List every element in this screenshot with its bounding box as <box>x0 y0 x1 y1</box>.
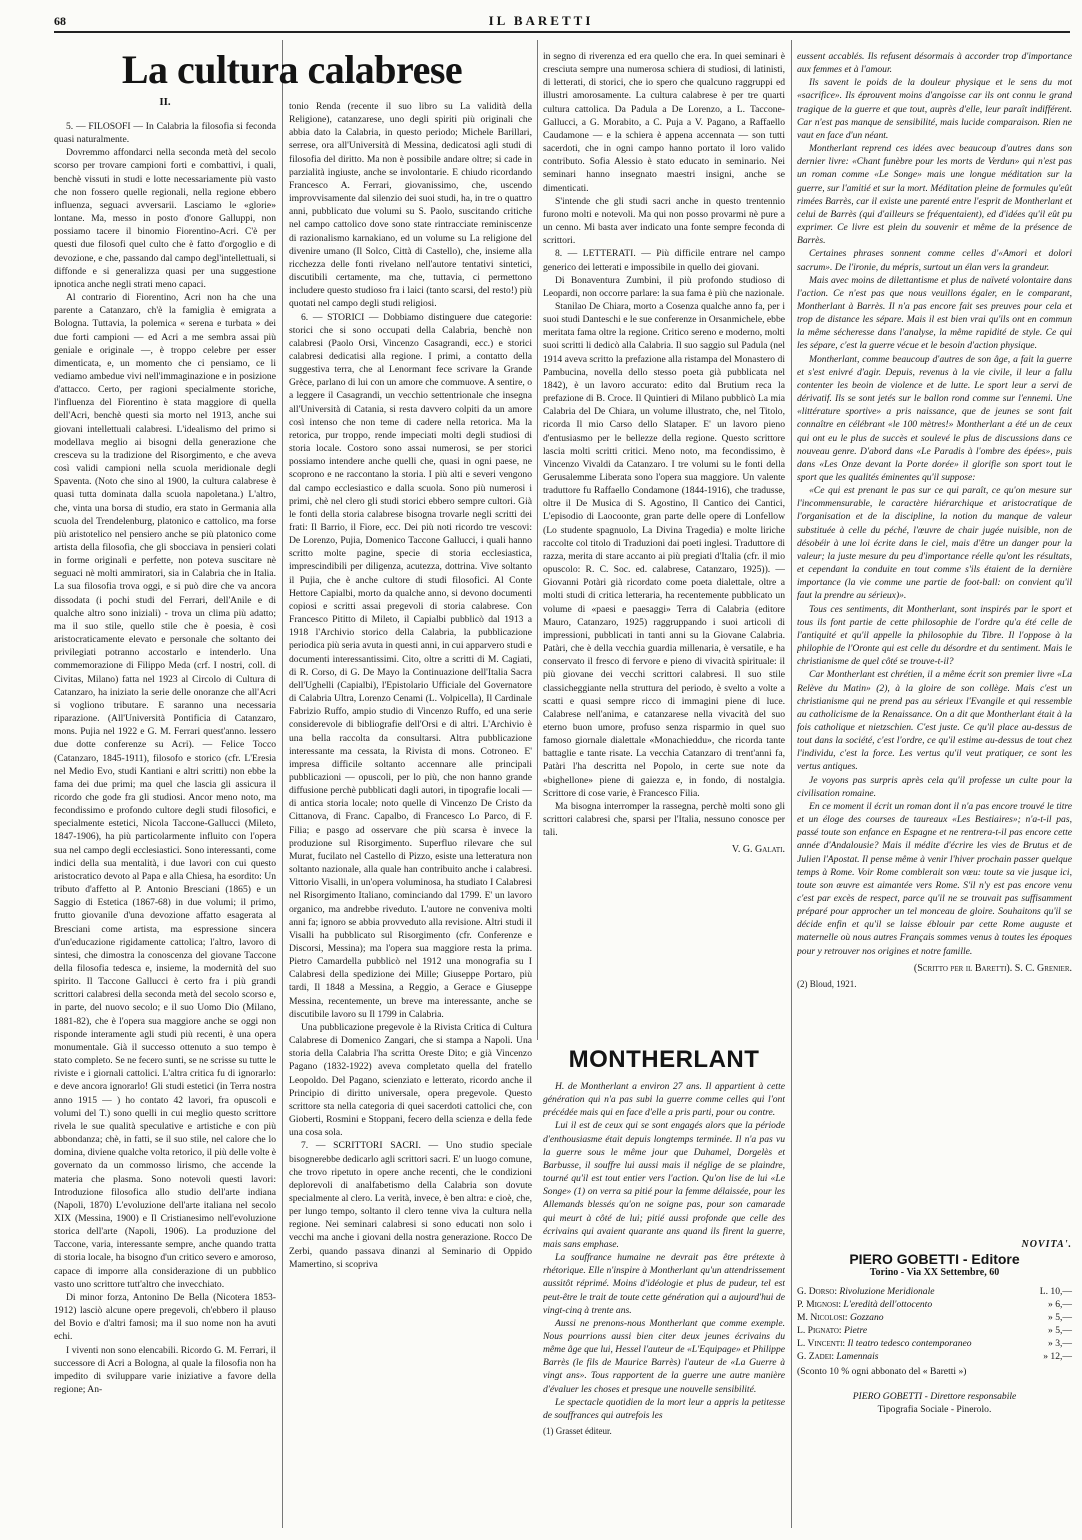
book-title: Pietre <box>844 1325 868 1336</box>
book-author: G. Dorso <box>797 1286 835 1297</box>
paragraph: Aussi ne prenons-nous Montherlant que comme exemple. Nous pourrions aussi bien citer deux jeunes écrivains du même âge que lui, Hessel l'auteur de «L'Equipage» et Philippe Barrès (le fils de Maurice Barrès) l'auteur de «La Guerre à vingt ans». Tous rapportent de la guerre une autre manière d'évaluer les choses et presque une nouvelle sensibilité. <box>543 1317 785 1395</box>
discount-note: (Sconto 10 % ogni abbonato del « Baretti ») <box>797 1366 967 1377</box>
book-price: » 5,— <box>1048 1312 1072 1323</box>
montherlant-column-2 <box>797 50 1072 1230</box>
paragraph: Di Bonaventura Zumbini, il più profondo studioso di Leopardi, non occorre parlare: la sua fama è più che nazionale. <box>543 274 785 299</box>
book-price: » 6,— <box>1048 1299 1072 1310</box>
paragraph: in segno di riverenza ed era quello che era. In quei seminari è cresciuta sempre una numerosa schiera di studiosi, di latinisti, di letterati, di storici, che io spero che qualcuno raggruppi ed illustri amorosamente. La cultura calabrese è per tre quarti cultura cattolica. Da Padula a De Lorenzo, a L. Taccone-Gallucci, a G. Morabito, a C. Puja a V. Pagano, a Raffaello Caudamone — e la schiera è appena accennata — son tutti sacerdoti, che in ogni campo hanno portato il loro valido contributo. Sofia Alessio è stato educato in seminario. Nei seminari hanno insegnato maestri insigni, anche se dimenticati. <box>543 51 785 194</box>
paragraph: eussent accablés. Ils refusent désormais à accorder trop d'importance aux femmes et à l'amour. <box>797 51 1072 76</box>
article-column-1 <box>54 120 276 1530</box>
paragraph: Certaines phrases sonnent comme celles d'«Amori et dolori sacrum». De l'ironie, du mépris, surtout un élan vers la grandeur. <box>797 248 1072 273</box>
book-author: L. Vincenti <box>797 1338 843 1349</box>
paragraph: 7. — SCRITTORI SACRI. — Uno studio speciale bisognerebbe dedicarlo agli scrittori sacri. E' un luogo comune, che trovo ripetuto in opere anche recenti, che le condizioni deplorevoli di analfabetismo della Calabria son dovute specialmente al clero. La verità, invece, è ben altra: e cioè, che, per lungo tempo, soltanto il clero tenne viva la cultura nella regione. Nei seminari calabresi si sono educati non solo i vecchi ma anche i giovani della nostra generazione. Rocco De Zerbi, quando passava dinanzi al Seminario di Oppido Mamertino, si scopriva <box>289 1140 532 1270</box>
column-rule <box>791 40 792 1528</box>
novita-label: NOVITA'. <box>1021 1239 1072 1250</box>
publisher-name: PIERO GOBETTI - Editore <box>849 1251 1020 1267</box>
book-price: L. 10,— <box>1039 1286 1072 1297</box>
book-list <box>797 1285 1072 1363</box>
book-title: Il teatro tedesco contemporaneo <box>847 1338 972 1349</box>
montherlant-column-1 <box>543 1080 785 1530</box>
book-author: L. Pignato <box>797 1325 839 1336</box>
paragraph: Una pubblicazione pregevole è la Rivista Critica di Cultura Calabrese di Domenico Zangari, che si stampa a Napoli. Una storia della Calabria l'ha scritta Oreste Dito; e già Vincenzo Pagano (1832-1922) aveva completato quella del fratello Leopoldo. Del Pagano, scienziato e letterato, ricordo anche il Principio di diritto universale, opera pregevole. Questo scrittore sta nella categoria di quei sacerdoti cattolici che, con Gioberti, Rosmini e Stoppani, fecero della scienza e della fede una cosa sola. <box>289 1021 532 1139</box>
article-signature: V. G. Galati. <box>731 844 785 856</box>
column-rule <box>537 40 538 1040</box>
paragraph: Lui il est de ceux qui se sont engagés alors que la période d'enthousiasme était depuis longtemps terminée. Il n'a pas vu la guerre sous le même jour que Duhamel, Dorgelès et Barbusse, il souffre lui aussi mais il néglige de se plaindre, tourné qu'il est tout entier vers l'action. Qu'on lise de lui «Le Songe» (1) on verra sa pitié pour la femme délaissée, pour les Allemands blessés qu'on ne soigne pas, pour son camarade qui meurt à côté de lui; pitié aussi profonde que celle des écrivains qui avaient quarante ans quand ils firent la guerre, mais sans emphase. <box>543 1120 785 1250</box>
book-title: Rivoluzione Meridionale <box>839 1286 935 1297</box>
footnote: (2) Bloud, 1921. <box>797 978 857 989</box>
paragraph: Al contrario di Fiorentino, Acri non ha che una parente a Catanzaro, ch'è la famiglia è emigrata a Bologna. Tuttavia, la polemica « serena e turbata » dei due forti campioni — ed Acri a me sembra assai più geniale e originale —, è troppo celebre per esser dimenticata, e, un momento che ci pensiamo, ce li vediamo ambedue vivi nell'immaginazione e in posizione d'attacco. Certo, per ragioni specialmente storiche, l'influenza del Fiorentino è stata maggiore di quella dell'Acri, benchè questi sia morto nel 1913, anche sui giovani intellettuali calabresi. L'idealismo del primo si modellava meglio ai bisogni della generazione che cresceva su la tradizione del Risorgimento, e che aveva così validi campioni nella scuola meridionale degli Spaventa. (Noto che sino al 1900, la cultura calabrese è quasi tutta dominata dalla scuola napoletana.) L'altro, che, vinta una borsa di studio, era stato in Germania alla scuola del Trendelenburg, platonico e cattolico, ma forse più aristotelico nel pensiero anche se più platonico come artista della filosofia, che gli sbocciava in pensieri colati in forme originali e perfette, non poteva suscitare nè seguaci nè molti ammiratori, sia in Calabria che in Italia. La sua filosofia trova oggi, e si può dire che va ancora dissodata (i pochi studi del Ferrari, dell'Anile e di qualche altro sono iniziali) - trova un clima più adatto; ma il suo stile, quello stile che è poesia, è così aristocraticamente elevato e personale che soltanto dei privilegiati potranno accostarlo e intenderlo. Una commemorazione di Filippo Meda (crf. I nostri, coll. di Civitas, Milano) fatta nel 1923 al Circolo di Cultura di Catanzaro, ha iniziato la serie delle onoranze che all'Acri si vogliono tributare. E saranno una necessaria riparazione. (All'Università Pontificia di Catanzaro, mons. Pujia nel 1922 e G. M. Ferrari quest'anno. lessero due dotte conferenze su Acri). — Felice Tocco (Catanzaro, 1845-1911), filosofo e storico (cfr. L'Eresia nel Medio Evo, studi Kantiani e altri scritti) non ebbe la fama dei due primi; ma quel che lascia gli assicura il ricordo che gode fra gli studiosi. Ancor meno noto, ma fecondissimo e profondo cultore degli studi filosofici, e specialmente estetici, Nicola Taccone-Gallucci (Mileto, 1847-1906), ha più particolarmente influito con l'opera sua nel campo degli ecclesiastici. Sono interessanti, come indici della sua mentalità, i due lavori con cui questo aristocratico devoto al Papa e alla Chiesa, ha esordito: Un tributo d'affetto al P. Antonio Bresciani (1865) e un Saggio di Estetica (1867-68) in due volumi; il primo, frutto giovanile d'una devozione affatto esagerata al Bresciani come artista, ma espressione sincera d'un'educazione rigidamente cattolica; l'altro, lavoro di sintesi, che dimostra la conoscenza del giovane Taccone della filosofia tedesca e, insieme, la modernità del suo spirito. Il Taccone Gallucci è certo fra i più grandi scrittori calabresi della seconda metà del secolo scorso e, in parte, del nuovo secolo; e il suo Uomo Dio (Milano, 1881-82), che è l'opera sua maggiore anche se oggi non risponde interamente agli studi più recenti, è una opera monumentale. Già il successo ottenuto a suo tempo è stato completo. Se ne fecero sunti, se ne scrisse su tutte le riviste e i giornali cattolici. L'altra critica fu di ignorarlo: e deve ancora ignorarlo! Gli studi estetici (in Terra nostra anno 1915 — ) ho contato 42 lavori, fra opuscoli e volumi del T.) sono quelli in cui meglio questo scrittore rivela le sue qualità speculative e artistiche e con più abbondanza; chè, in fatti, se il suo stile, nel calore che lo domina, diviene qualche volta retorico, il più delle volte è governato da un commosso lirismo, che accende la materia che plasma. Sono notevoli questi lavori: Introduzione filosofica allo studio dell'arte indiana (Napoli, 1870) L'evoluzione dell'arte italiana nel secolo XIX (Messina, 1900) e Il Cristianesimo nell'evoluzione storica dell'arte (Napoli, 1906). La produzione del Taccone, varia, interessante sempre, anche quando tratta di storia locale, ha bisogno d'un critico severo e amoroso, capace di imporre alla considerazione di un pubblico vasto uno scrittore tutt'altro che invecchiato. <box>54 292 276 1290</box>
article-column-2 <box>289 100 532 1530</box>
paragraph: Tous ces sentiments, dit Montherlant, sont inspirés par le sport et tous ils font partie de cette philosophie de l'ordre qu'a été celle de l'antiquité et qu'il appelle la philosophie du Tibre. Il l'oppose à la philophie de l'Oronte qui est celle du désordre et du sentiment. Mais le christianisme de quel côté se trouve-t-il? <box>797 603 1072 668</box>
imprint <box>797 1390 1072 1416</box>
montherlant-title: MONTHERLANT <box>568 1046 760 1073</box>
paragraph: Stanilao De Chiara, morto a Cosenza qualche anno fa, per i suoi studi Danteschi e le sue conferenze in Orsanmichele, ebbe meritata fama oltre la regione. Critico sereno e moderno, molti suoi scritti li dedicò alla Calabria. Il suo saggio sul Padula (nel 1914 aveva scritto la prefazione alla ristampa del Monastero di Pambucina, novella dello stesso poeta già pubblicata nel 1842), è un lavoro accurato: edito dal Brutium reca la prefazione di B. Croce. Il Quintieri di Milano pubblicò La mia Calabria del De Chiara, un volume illustrato, che, nel Titolo, ricorda Il mio Carso dello Slataper. E' un lavoro pieno d'entusiasmo per le bellezze della regione. Questo scrittore lascia molti scritti critici. Meno noto, ma fecondissimo, è Vincenzo Vivaldi da Catanzaro. I tre volumi su le fonti della Gerusalemme Liberata sono l'opera sua maggiore. Un valente traduttore fu Raffaello Condamone (1844-1916), che tradusse, oltre il De Musica di S. Agostino, Il Cantico dei Cantici, L'episodio di Laocoonte, gran parte delle opere di Lonfellow (Lo studente spagnuolo, La Divina Tragedia) e molte liriche raccolte col titolo di Traduzioni dai poeti inglesi. Traduttore di razza, merita di stare accanto ai più pregiati d'Italia (cfr. il mio opuscolo: R. C. Soc. ed. calabrese, Catanzaro, 1925)). — Giovanni Potàri già ricordato come poeta dialettale, oltre a molti studi di critica letteraria, ha recentemente pubblicato un volume di «paesi e paesaggi» Terra di Calabria (editore Mauro, Catanzaro, 1925) raggruppando i suoi articoli di impressioni, pubblicati in tanti anni su la Giovane Calabria. Patàri, che è della vecchia guardia millenaria, è versatile, e ha conservato il fresco di fervore e pieno di vivacità spirituale: il più giovane dei vecchi scrittori calabresi. Il suo stile classicheggiante nella struttura del periodo, è svelto a volte a scatti e quasi sempre ricco di immagini piene di luce. Calabrese nell'anima, e catanzarese nella vivacità del suo eterno buon umore, profuso senza risparmio in quel suo famoso giornale dialettale «Monachieddu», che ricorda tante battaglie e tante risate. La vecchia Catanzaro di trent'anni fa, Patàri l'ha descritta nel Popolo, in certe sue note da «bighellone» piene di gaiezza e, in fondo, di nostalgia. Scrittore di cose varie, è Francesco Filia. <box>543 300 785 799</box>
book-item: M. Nicolosi: Gozzano » 5,— <box>797 1312 1072 1323</box>
paragraph: Ils savent le poids de la douleur physique et le sens du mot «sacrifice». Ils éprouvent moins d'angoisse car ils ont connu le grand tragique de la guerre et que tout, auprès d'elle, leur paraît indifférent. Car n'est pas manque de sensibilité, mais lucide comparaison. Rien ne vaut en face d'un néant. <box>797 77 1072 141</box>
book-title: Gozzano <box>849 1312 884 1323</box>
paragraph: Car Montherlant est chrétien, il a même écrit son premier livre «La Relève du Matin» (2), à la gloire de son collège. Mais c'est un christianisme qui ne prend pas au sérieux l'Evangile et qui ressemble au catholicisme de la Renaissance. On a dit que Montherlant était à la fois catholique et nietzschien. C'est juste. Ce qu'il place au-dessus de tout dans la société, c'est l'ordre, ce qu'il estime au-dessus de tout chez l'individu, c'est la force. Les vertus qu'il veut pratiquer, ce sont les vertus antiques. <box>797 669 1072 773</box>
footnote: (1) Grasset éditeur. <box>543 1426 612 1437</box>
book-item: L. Pignato: Pietre » 5,— <box>797 1325 1072 1336</box>
article-column-3 <box>543 50 785 1035</box>
paragraph: Ma bisogna interromper la rassegna, perchè molti sono gli scrittori calabresi che, sparsi per l'Italia, nessuno conosce per tali. <box>543 800 785 839</box>
paragraph: Di minor forza, Antonino De Bella (Nicotera 1853-1912) lasciò alcune opere pregevoli, ch'ebbero il plauso del Bovio e d'altri famosi; ma il suo nome non ha avuti echi. <box>54 1291 276 1343</box>
paragraph: Je voyons pas surpris après cela qu'il professe un culte pour la civilisation romaine. <box>797 774 1072 799</box>
paragraph: La souffrance humaine ne devrait pas être prétexte à rhétorique. Elle n'inspire à Montherlant qu'un attendrissement aussitôt réprimé. Moins d'idéologie et plus de pudeur, tel est peut-être le trait de toute cette génération qui a aujourd'hui de vingt-cinq à trente ans. <box>543 1252 785 1316</box>
quote-paragraph: «Ce qui est prenant le pas sur ce qui paraît, ce qu'on mesure sur l'incommensurable, le caractère hiérarchique et aristocratique de l'organisation et de la discipline, la notion du manque de valeur substituée à celle du péché, l'œuvre de chair jugée nuisible, non de désobéir à une loi écrite dans le ciel, mais d'être un danger pour la valeur; la juste mesure du peu d'importance réelle qu'ont les résultats, et cependant la conduite en tout comme s'ils étaient de la dernière importance (la vie comme une partie de foot-ball: on convient qu'il faut la prendre au sérieux)». <box>797 485 1072 602</box>
column-rule <box>282 40 283 1528</box>
book-price: » 12,— <box>1043 1351 1072 1362</box>
paragraph: En ce moment il écrit un roman dont il n'a pas encore trouvé le titre et un éloge des courses de taureaux «Les Bestiaires»; n'a-t-il pas, passé toute son enfance en Espagne et ne rentrera-t-il pas encore cette année d'Andalousie? Mais il médite d'écrire les vies de Brutus et de Julien l'Apostat. Il pense même à venir l'hiver prochain passer quelque temps à Rome. Voir Rome comblerait son vœu: toute sa vie jusque ici, toute son œuvre est aimantée vers Rome. S'il n'y est pas encore venu c'est par excès de respect, parce qu'il ne se trouvait pas suffisamment préparé pour approcher un tel monceau de gloire. Souhaitons qu'il se décide enfin et qu'il se laisse éblouir par cette Rome auguste et maternelle où nous autres Français sommes venus à toutes les époques pour y retrouver nos origines et notre famille. <box>797 800 1072 957</box>
paragraph: 6. — STORICI — Dobbiamo distinguere due categorie: storici che si sono occupati della Calabria, benchè non calabresi (Paolo Orsi, Vincenzo Casagrandi, ecc.) e storici calabresi dedicatisi alla regione. I primi, a contatto della suggestiva terra, che al Lenormant fece scrivare la Grande Grèce, parlano di lui con un amore che commuove. A sentire, o a leggere il Casagrandi, un vecchio settentrionale che insegna all'Università di Catania, si resta davvero colpiti da un amore così intenso che non teme di cadere nella retorica. Ma la retorica, pur troppo, rende impeciati molti degli studiosi di storia locale. Costoro sono assai numerosi, se per storici possiamo intendere anche quelli che, quasi in ogni paese, ne scoprono e ne raccontano la storia. I più alti e severi vengono dal campo ecclesiastico e dalla scuola. Sono più numerosi i primi, chè nel clero gli studi storici ebbero sempre cultori. Già le fonti della storia calabrese bisogna trovarle negli scritti dei frati: Il Barrio, il Fiore, ecc. Dei più noti ricordo tre vescovi: De Lorenzo, Pujia, Domenico Taccone Gallucci, i quali hanno scritto molte pagine, specie di storia ecclesiastica, imprescindibili per diligenza, acutezza, dottrina. Vive soltanto il Pujia, che è anche cultore di studi filosofici. Al Conte Hettore Capialbi, morto da qualche anno, si devono documenti copiosi e scritti assai pregevoli di storia calabrese. Con Francesco Pititto di Mileto, il Capialbi pubblicò dal 1913 a 1918 l'Archivio storico della Calabria, la pubblicazione periodica più seria avuta in questi anni, in cui apparvero studi e documenti interessantissimi. Cito, oltre a scritti di M. Cagiati, di R. Corso, di G. De Mayo la Continuazione dell'Italia Sacra dell'Ughelli (Capialbi), l'Epistolario Ufficiale del Governatore di Calabria Ultra, Lorenzo Cenami (L. Volpicella), Il Cardinale Fabrizio Ruffo, ampio studio di Vincenzo Ruffo, ed una serie considerevole di bibliografie dell'Orsi e di altri. L'Archivio è una bella raccolta da consultarsi. Altra pubblicazione interessante ma cessata, la Rivista di mons. Cotroneo. E' impresa difficile soltanto accennare alle principali pubblicazioni — opuscoli, per lo più, che non hanno grande diffusione perchè pubblicati dagli autori, in tipografie locali — di antica storia locale; noto quelle di Vincenzo De Cristo da Cittanova, di Franc. Capalbo, di Francesco Lo Parco, di F. Filia; e pasgo ad osservare che più scarsa è invece la produzione sul Risorgimento. Superfluo rilevare che sul Murat, fucilato nel Castello di Pizzo, esiste una letteratura non soltanto nazionale, alla quale han contribuito anche i calabresi. Vittorio Visalli, in un'opera voluminosa, ha studiato I Calabresi nel Risorgimento Italiano, cominciando dal 1799. E' un lavoro organico, ma andrebbe riveduto. L'autore ne conveniva molti anni fa; ignoro se abbia provveduto alla revisione. Altri studi il Visalli ha pubblicato sul Risorgimento (cfr. Conferenze e Discorsi, Messina); ma l'opera sua maggiore resta la prima. Pietro Camardella pubblicò nel 1912 una monografia su I Calabresi della spedizione dei Mille; Giuseppe Portaro, più tardi, Il 1848 a Messina, a Reggio, a Gerace e Giuseppe Messina, recentemente, un breve ma interessante, anche se discutibile lavoro su Il 1799 in Calabria. <box>289 311 532 1020</box>
section-number: II. <box>159 96 171 108</box>
book-item: G. Dorso: Rivoluzione Meridionale L. 10,— <box>797 1286 1072 1297</box>
book-item: P. Mignosi: L'eredità dell'ottocento » 6,— <box>797 1299 1072 1310</box>
book-price: » 5,— <box>1048 1325 1072 1336</box>
paragraph: Montherlant reprend ces idées avec beaucoup d'autres dans son dernier livre: «Chant funèbre pour les morts de Verdun» qui n'est pas un roman comme «Le Songe» mais une longue méditation sur la guerre, sur l'amitié et sur la mort. Méditation pleine de formules qu'eût rimées Barrès, car il existe une parenté entre l'esprit de Montherlant et celui de Barrès (qui d'ailleurs se fréquentaient), ed d'idées qu'il eût pu exprimer. Ce livre est plein du souvenir et même de la présence de Barrès. <box>797 143 1072 247</box>
article-signature: (Scritto per il Baretti). S. C. Grenier. <box>913 962 1072 974</box>
paragraph: S'intende che gli studi sacri anche in questo trentennio furono molti e notevoli. Ma qui non posso provarmi nè pure a un cenno. Mi basta aver indicato una fonte sempre feconda di scrittori. <box>543 195 785 247</box>
publisher-ad <box>797 1238 1072 1416</box>
paragraph: Le spectacle quotidien de la mort leur a appris la petitesse de souffrances qui autrefois les <box>543 1396 785 1421</box>
paragraph: Mais avec moins de dilettantisme et plus de naïveté volontaire dans l'action. Ce n'est pas que nous veuillons égaler, en le comparant, Montherlant à Barrès. Il n'a pas encore fait ses preuves pour cela et trop de distance les sépare. Mais il est bien vrai qu'ils ont en commun la même sécheresse dans l'analyse, la même rapidité de style. Ce qui les sépare, c'est la guerre vécue et le besoin d'action physique. <box>797 274 1072 352</box>
page-number: 68 <box>54 14 66 28</box>
paragraph: 8. — LETTERATI. — Più difficile entrare nel campo generico dei letterati e impossibile in quello dei giovani. <box>543 248 785 273</box>
book-title: L'eredità dell'ottocento <box>843 1299 933 1310</box>
paragraph: tonio Renda (recente il suo libro su La validità della Religione), catanzarese, uno degli spiriti più originali che abbia dato la Calabria, in questo periodo; Michele Barillari, serrese, ora all'Università di Messina, dedicatosi agli studi di filosofia del diritto. Ma non è possibile andare oltre; si cade in parzialità ingiuste, anche se involontarie. E chiudo ricordando Francesco A. Ferrari, giovanissimo, che, uscendo improvvisamente dal silenzio dei suoi studi, ha, in tre o quattro anni, pubblicato due volumi su S. Paolo, suscitando critiche nel campo cattolico dove sono state rintracciate reminiscenze di razionalismo karnakiano, ed un volume su La religione del divenire umano (Il Solco, Città di Castello), che, insieme alla ricchezza delle fonti rivelano nell'autore tentativi sintetici, discutibili certamente, ma che, tuttavia, ci permettono includere questo studioso fra i laici (tanto scarsi, del resto!) più quotati nel campo degli studi religiosi. <box>289 101 532 310</box>
book-price: » 3,— <box>1048 1338 1072 1349</box>
paragraph: H. de Montherlant a environ 27 ans. Il appartient à cette génération qui n'a pas subi la guerre comme celles qui l'ont précédée mais qui en face d'elle a pris parti, pour ou contre. <box>543 1081 785 1119</box>
publisher-address: Torino - Via XX Settembre, 60 <box>869 1267 1000 1278</box>
journal-name: IL BARETTI <box>488 13 594 28</box>
running-head <box>0 10 1082 30</box>
article-title: La cultura calabrese <box>121 47 463 92</box>
printer-line: Tipografia Sociale - Pinerolo. <box>877 1404 992 1415</box>
paragraph: 5. — FILOSOFI — In Calabria la filosofia si feconda quasi naturalmente. <box>54 121 276 146</box>
book-title: Lamennais <box>836 1351 879 1362</box>
book-item: L. Vincenti: Il teatro tedesco contemporaneo » 3,— <box>797 1338 1072 1349</box>
book-author: G. Zadei <box>797 1351 832 1362</box>
paragraph: Dovremmo affondarci nella seconda metà del secolo scorso per trovare campioni forti e combattivi, i quali, benchè vissuti in studi e lotte necessariamente più vasto che non fossero quelle regionali, nella regione ebbero influenza, seguaci avversarii. Lasciamo le «glorie» lontane. Ma, messo in posto d'onore Galluppi, non possiamo tacere il binomio Fiorentino-Acri. C'è per questi due filosofi quel culto che è fatto d'orgoglio e di devozione, e che, passando dal campo degl'intellettuali, si diffonde e si generalizza quasi per una suggestione ipnotica anche negli strati meno capaci. <box>54 147 276 290</box>
book-author: M. Nicolosi <box>797 1312 845 1323</box>
book-item: G. Zadei: Lamennais » 12,— <box>797 1351 1072 1362</box>
header-rule <box>54 31 1070 33</box>
paragraph: I viventi non sono elencabili. Ricordo G. M. Ferrari, il successore di Acri a Bologna, al quale la filosofia non ha impedito di sviluppare varie iniziative a favore della regione; An- <box>54 1344 276 1395</box>
book-author: P. Mignosi <box>797 1299 839 1310</box>
paragraph: Montherlant, comme beaucoup d'autres de son âge, a fait la guerre et s'est enivré d'agir. Depuis, revenus à la vie civile, il leur a fallu contenter les beoin de violence et de lutte. Le sport leur a servi de dérivatif. Ils se sont jetés sur le ballon rond comme sur l'ennemi. Une «littérature sportive» a pris naissance, que de jeunes se sont fait connaître en célébrant «le 100 mètres!» Montherlant a été un de ceux qui ont eu le plus de succès et soulevé le plus de discussions dans ce nouveau genre. D'abord dans «Le Paradis à l'ombre des épées», puis dans «Les Onze devant la Porte dorée» il glorifie son sport tout le sport que les qualités éminentes qu'il suppose: <box>797 353 1072 483</box>
director-line: PIERO GOBETTI - Direttore responsabile <box>852 1391 1017 1402</box>
